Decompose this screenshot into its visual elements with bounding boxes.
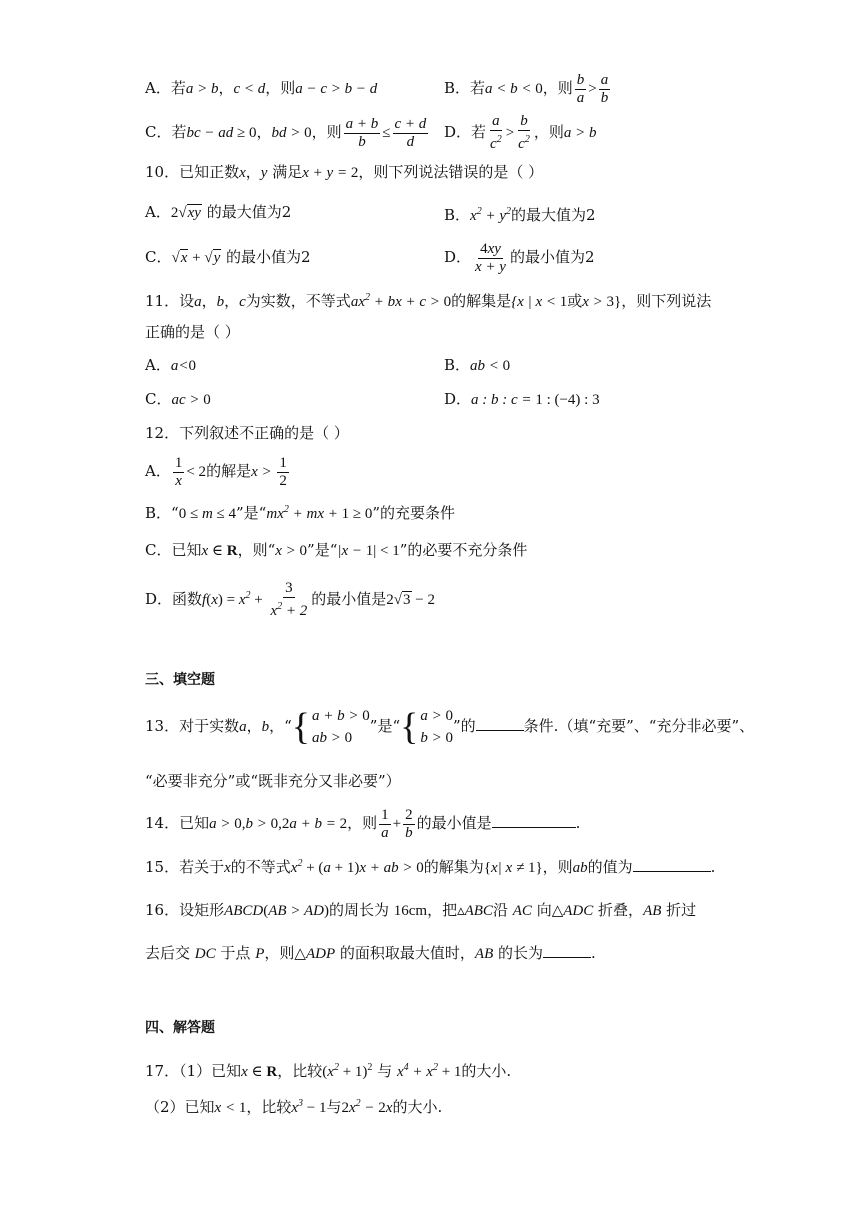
q17-part2: （2）已知x < 1，比较$x^3 - 1$与$2x^2 - 2x$的大小. — [145, 1098, 443, 1116]
q12-option-c: C．已知x ∈ R，则“x > 0”是“|x − 1| < 1”的必要不充分条件 — [145, 541, 528, 559]
q10-option-a: A．2√xy 的最大值为2 — [145, 203, 292, 221]
q10-option-d: D． $\frac{4xy}{x + y}$ 的最小值为2 — [444, 240, 595, 275]
q15-answer-blank[interactable] — [633, 857, 711, 872]
q10-option-b: B．$x^2 + y^2$的最大值为2 — [444, 206, 596, 224]
q13: 13．对于实数a，b，“ { a + b > 0 ab > 0 ”是“ { a > 0 b > 0 ”的 条件.（填“充要”、“充分非必要”、 — [145, 706, 755, 748]
q10-stem: 10．已知正数x，y 满足x + y = 2，则下列说法错误的是（ ） — [145, 163, 544, 181]
q14: 14．已知a > 0,b > 0,2a + b = 2，则 $\frac{1}{a}$ + $\frac{2}{b}$ 的最小值是 . — [145, 806, 581, 841]
q11-option-d: D．a : b : c = 1 : (−4) : 3 — [444, 390, 600, 408]
q15: 15．若关于x的不等式$x^2 + (a + 1)x$ + ab > 0的解集为{x| x ≠ 1}，则ab的值为 . — [145, 858, 716, 876]
q12-option-b: B．“0 ≤ m ≤ 4”是“$mx^2$ + mx + 1 ≥ 0”的充要条件 — [145, 504, 455, 522]
q17-part1: 17．（1）已知x ∈ R，比较$(x^2 + 1)^2$ 与 $x^4 + x^2 + 1$的大小. — [145, 1062, 512, 1080]
q11-stem: 11．设a，b，c为实数，不等式$ax^2$ + bx + c > 0的解集是{x | x < 1或x > 3}，则下列说法 — [145, 292, 712, 310]
q12-option-a: A． $\frac{1}{x}$ < 2的解是x > $\frac{1}{2}$ — [145, 454, 287, 489]
q13-answer-blank[interactable] — [476, 716, 524, 731]
q12-stem: 12．下列叙述不正确的是（ ） — [145, 424, 349, 442]
q13-line2: “必要非充分”或“既非充分又非必要”） — [145, 772, 401, 790]
q9-option-b: B．若a < b < 0，则 $\frac{b}{a}$ > $\frac{a}{b}$ — [444, 71, 609, 106]
q9-option-a: A．若a > b，c < d，则a − c > b − d — [145, 79, 378, 97]
q11-option-c: C．ac > 0 — [145, 390, 211, 408]
q11-stem-line2: 正确的是（ ） — [145, 323, 240, 341]
q9-option-d: D．若 $\frac{a}{c^2}$ > $\frac{b}{c^2}$ ，则a > b — [444, 113, 597, 152]
q14-answer-blank[interactable] — [492, 813, 576, 828]
q16-line2: 去后交 DC 于点 P，则△ADP 的面积取最大值时，AB 的长为 . — [145, 944, 596, 962]
q11-option-b: B．ab < 0 — [444, 356, 511, 374]
section-answer-questions: 四、解答题 — [145, 1020, 215, 1036]
section-fill-in-blank: 三、填空题 — [145, 672, 215, 688]
q16-answer-blank[interactable] — [543, 943, 591, 958]
q9-option-c: C．若bc − ad ≥ 0，bd > 0，则 $\frac{a + b}{b}$ ≤ $\frac{c + d}{d}$ — [145, 115, 427, 150]
q16-line1: 16．设矩形ABCD(AB > AD)的周长为 16cm，把▵ABC沿 AC 向△ADC 折叠，AB 折过 — [145, 901, 697, 919]
q10-option-c: C．√x + √y 的最小值为2 — [145, 248, 311, 266]
q11-option-a: A．a<0 — [145, 356, 196, 374]
q12-option-d: D．函数$f(x) = x^2$ + $\frac{3}{x^2 + 2}$ 的最小值是2√3 − 2 — [145, 580, 435, 619]
